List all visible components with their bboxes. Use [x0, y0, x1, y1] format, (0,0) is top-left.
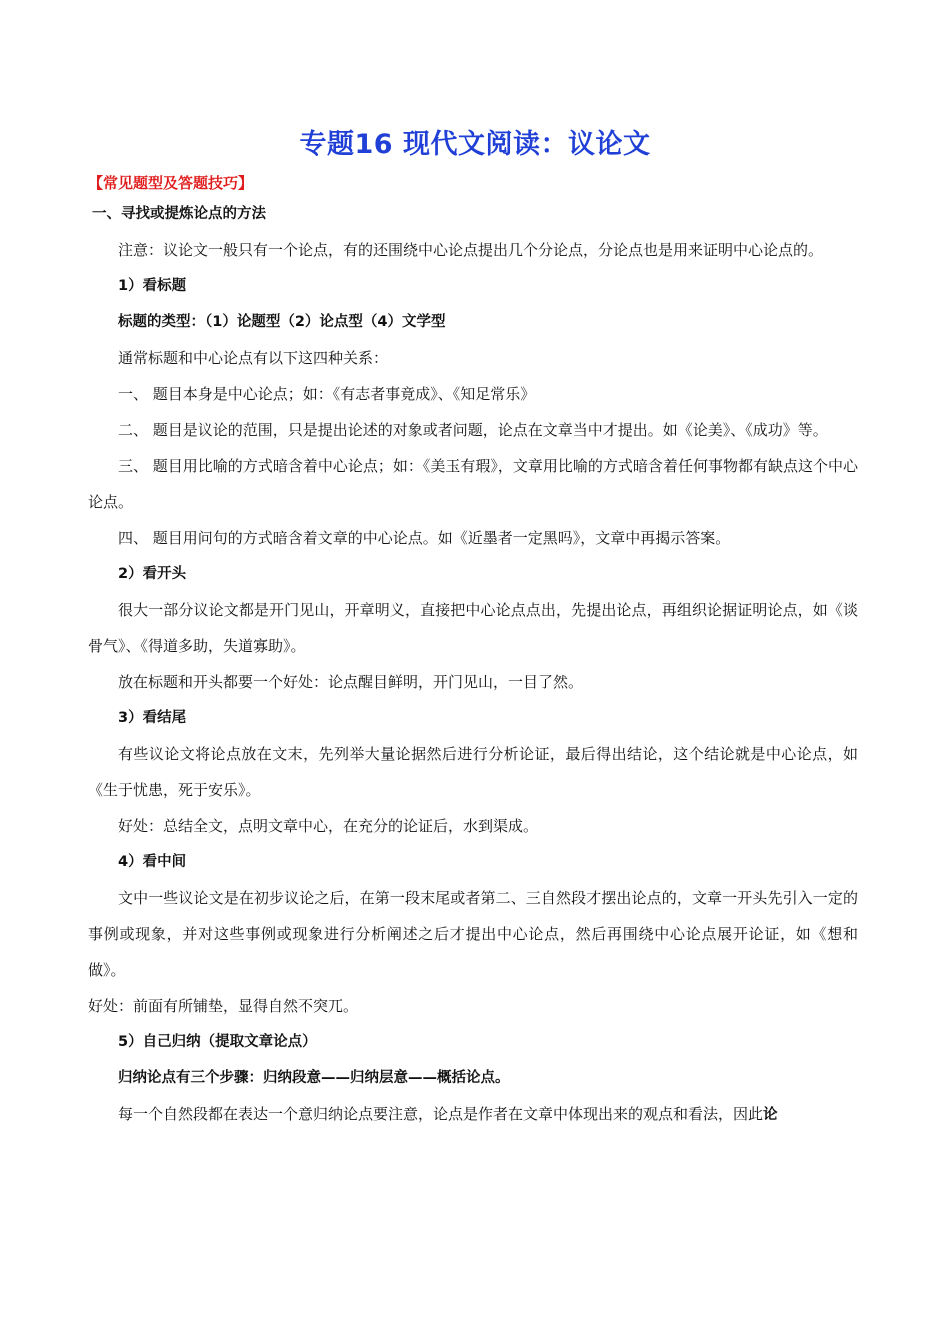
paragraph-3b: 好处：总结全文，点明文章中心，在充分的论证后，水到渠成。 [118, 817, 539, 835]
subheading-2: 2）看开头 [118, 566, 187, 582]
relation-1: 一、 题目本身是中心论点；如：《有志者事竟成》、《知足常乐》 [118, 385, 536, 403]
paragraph-3: 有些议论文将论点放在文末，先列举大量论据然后进行分析论证，最后得出结论，这个结论就是中心论点，如《生于忧患，死于安乐》。 [88, 745, 858, 799]
paragraph-2b: 放在标题和开头都要一个好处：论点醒目鲜明，开门见山，一目了然。 [118, 673, 584, 691]
paragraph-4: 文中一些议论文是在初步议论之后，在第一段末尾或者第二、三自然段才摆出论点的，文章一开头先引入一定的事例或现象，并对这些事例或现象进行分析阐述之后才提出中心论点，然后再围绕中心论点展开论证，如《想和做》。 [88, 889, 858, 979]
paragraph-4b: 好处：前面有所铺垫，显得自然不突兀。 [88, 997, 359, 1015]
subheading-1: 1）看标题 [118, 278, 187, 294]
summary-steps: 归纳论点有三个步骤：归纳段意——归纳层意——概括论点。 [118, 1070, 510, 1086]
subheading-3: 3）看结尾 [118, 710, 187, 726]
section-heading: 一、寻找或提炼论点的方法 [92, 206, 266, 222]
title-types: 标题的类型：（1）论题型（2）论点型（4）文学型 [118, 314, 446, 330]
note-paragraph: 注意：议论文一般只有一个论点，有的还围绕中心论点提出几个分论点，分论点也是用来证明中心论点的。 [118, 241, 824, 259]
relations-intro: 通常标题和中心论点有以下这四种关系： [118, 349, 389, 367]
paragraph-5 [88, 1096, 858, 1133]
relation-3: 三、 题目用比喻的方式暗含着中心论点；如：《美玉有瑕》，文章用比喻的方式暗含着任何事物都有缺点这个中心论点。 [88, 457, 858, 511]
subheading-5: 5）自己归纳（提取文章论点） [118, 1034, 317, 1050]
paragraph-2: 很大一部分议论文都是开门见山，开章明义，直接把中心论点点出，先提出论点，再组织论据证明论点，如《谈骨气》、《得道多助，失道寡助》。 [88, 601, 858, 655]
subheading-4: 4）看中间 [118, 854, 187, 870]
page-title: 专题16 现代文阅读：议论文 [299, 129, 651, 160]
relation-2: 二、 题目是议论的范围，只是提出论述的对象或者问题，论点在文章当中才提出。如《论美》、《成功》等。 [118, 421, 828, 439]
paragraph-5-text: 每一个自然段都在表达一个意归纳论点要注意，论点是作者在文章中体现出来的观点和看法，因此 [118, 1105, 764, 1123]
document-body [88, 196, 858, 1133]
relation-4: 四、 题目用问句的方式暗含着文章的中心论点。如《近墨者一定黑吗》，文章中再揭示答案。 [118, 529, 731, 547]
paragraph-5-bold: 论 [763, 1107, 778, 1123]
section-tag: 【常见题型及答题技巧】 [88, 174, 254, 192]
